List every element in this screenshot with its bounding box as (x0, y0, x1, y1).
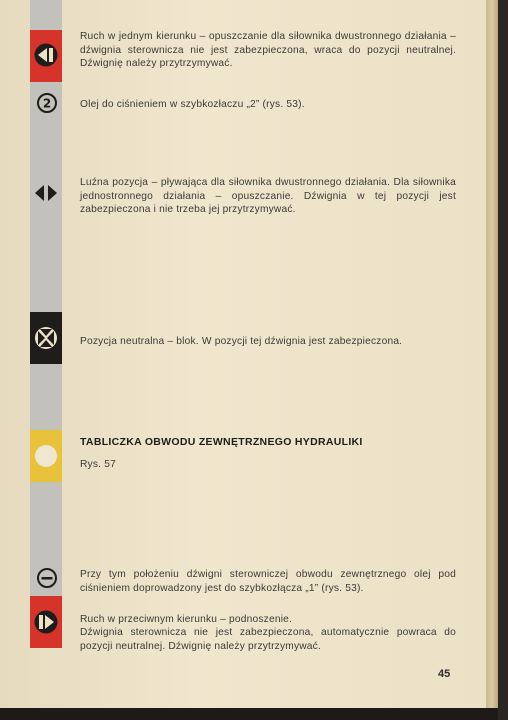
circle-icon (33, 443, 59, 469)
number-2-icon (36, 92, 58, 114)
number-1-icon (36, 567, 58, 589)
figure-caption: Rys. 57 (80, 459, 116, 470)
double-arrow-icon (34, 182, 58, 204)
entry-lower-one-way: Ruch w jednym kierunku – opuszczanie dla siłownika dwustronnego działania – dźwignia sterownicza nie jest zabezpieczona, wraca do pozycji neutralnej. Dźwignię należy przytrzymywać. (80, 31, 456, 69)
entry-raise-description: Dźwignia sterownicza nie jest zabezpieczona, automatycznie powraca do pozycji neutralnej. Dźwignię należy przytrzymywać. (80, 627, 456, 652)
book-bottom-edge (0, 708, 498, 720)
svg-text:2: 2 (42, 96, 52, 111)
entry-float-position: Luźna pozycja – pływająca dla siłownika dwustronnego działania. Dla siłownika jednostronnego działania – opuszczanie. Dźwignia w tej pozycji jest zabezpieczona i nie trzeba jej przytrzymywać. (80, 177, 456, 215)
arrow-left-icon (33, 42, 59, 68)
entry-oil-coupler-1: Przy tym położeniu dźwigni sterowniczej obwodu zewnętrznego olej pod ciśnieniem doprowadzony jest do szybkozłącza „1” (rys. 53). (80, 569, 456, 594)
entry-neutral-position: Pozycja neutralna – blok. W pozycji tej dźwignia jest zabezpieczona. (80, 336, 403, 347)
page-edge (486, 0, 498, 712)
section-heading: TABLICZKA OBWODU ZEWNĘTRZNEGO HYDRAULIKI (80, 436, 363, 448)
arrow-right-icon (33, 609, 59, 635)
block-x-icon (33, 325, 59, 351)
entry-oil-coupler-2: Olej do ciśnieniem w szybkozłaczu „2” (rys. 53). (80, 99, 305, 110)
page-number: 45 (438, 668, 451, 680)
entry-raise-heading: Ruch w przeciwnym kierunku – podnoszenie. (80, 614, 293, 625)
